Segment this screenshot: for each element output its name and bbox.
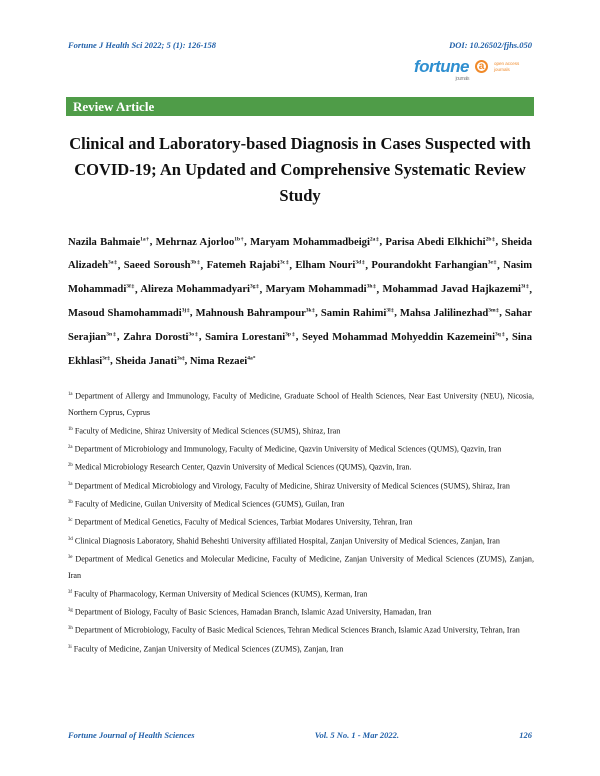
author (266, 284, 377, 295)
author-name: Alireza Mohammadyari (140, 284, 250, 296)
author-name: Samin Rahimi (320, 308, 387, 320)
author-affiliation-mark: 3c‡ (279, 259, 290, 266)
author (295, 260, 365, 271)
author-name: Maryam Mohammadi (265, 284, 367, 296)
author (68, 308, 190, 319)
author-affiliation-mark: 3r‡ (102, 355, 111, 362)
author (190, 356, 256, 367)
affiliation-text: Medical Microbiology Research Center, Qazvin University of Medical Sciences (QUMS), Qazvin, Iran. (74, 463, 412, 473)
author (207, 260, 290, 271)
affiliation-text: Department of Medical Genetics and Molecular Medicine, Faculty of Medicine, Zanjan University of Medical Sciences (ZUMS), Zanjan, Iran (68, 554, 534, 581)
author (205, 332, 296, 343)
author-affiliation-mark: 3j‡ (181, 307, 190, 314)
author-name: Seyed Mohammad Mohyeddin Kazemeini (302, 331, 496, 343)
doi: DOI: 10.26502/fjhs.050 (449, 40, 532, 50)
affiliation (68, 532, 534, 550)
author-affiliation-mark: 1b† (234, 236, 245, 242)
author-affiliation-mark: 3k‡ (305, 307, 316, 314)
author-name: Nima Rezaei (189, 355, 248, 367)
affiliation-text: Department of Medical Genetics, Faculty of Medical Sciences, Tarbiat Modares University, Tehran, Iran (74, 517, 413, 527)
section-label: Review Article (66, 97, 534, 116)
affiliation-mark: 1a (68, 392, 73, 397)
citation: Fortune J Health Sci 2022; 5 (1): 126-158 (68, 40, 217, 50)
author-affiliation-mark: 3m‡ (488, 307, 500, 314)
author-name: Sheida Alizadeh (68, 236, 533, 272)
affiliation-text: Department of Microbiology and Immunology, Faculty of Medicine, Qazvin University of Medical Sciences (QUMS), Qazvin, Iran (74, 444, 502, 454)
affiliation (68, 495, 534, 513)
author-affiliation-mark: 2a‡ (369, 236, 380, 242)
affiliation-mark: 3h (68, 626, 73, 632)
running-footer (68, 730, 532, 740)
author-affiliation-mark: 3g‡ (249, 283, 260, 290)
open-access-icon: a (475, 60, 488, 73)
affiliation-mark: 3a (68, 481, 73, 487)
author-affiliation-mark: 3s‡ (176, 355, 185, 362)
author (302, 332, 506, 343)
author (124, 260, 201, 271)
author-affiliation-mark: 2b‡ (485, 236, 496, 242)
author-name: Nazila Bahmaie (68, 236, 141, 248)
affiliation-text: Department of Medical Microbiology and Virology, Faculty of Medicine, Shiraz University of Medical Sciences (SUMS), Shiraz, Iran (74, 481, 510, 491)
author-name: Sheida Janati (115, 355, 177, 367)
author (383, 284, 530, 295)
author-affiliation-mark: 3b‡ (190, 259, 201, 266)
volume-info: Vol. 5 No. 1 - Mar 2022. (314, 730, 400, 740)
author-affiliation-mark: 4a* (247, 355, 256, 362)
affiliation (68, 477, 534, 495)
author-affiliation-mark: 3d‡ (355, 259, 366, 266)
affiliation-list (68, 387, 534, 658)
affiliation-text: Faculty of Medicine, Shiraz University of Medical Sciences (SUMS), Shiraz, Iran (74, 426, 341, 436)
affiliation (68, 422, 534, 440)
affiliation (68, 387, 534, 422)
affiliation (68, 550, 534, 585)
author-name: Mohammad Javad Hajkazemi (382, 284, 521, 296)
author-name: Maryam Mohammadbeigi (250, 236, 370, 248)
author-name: Pourandokht Farhangian (371, 260, 488, 272)
author-affiliation-mark: 3q‡ (495, 331, 506, 338)
affiliation-mark: 3c (68, 518, 73, 524)
affiliation-text: Faculty of Medicine, Guilan University of Medical Sciences (GUMS), Guilan, Iran (74, 499, 345, 509)
journal-name: Fortune Journal of Health Sciences (68, 730, 195, 740)
author (123, 332, 199, 343)
page-number: 126 (519, 730, 532, 740)
author-affiliation-mark: 3o‡ (188, 331, 199, 338)
author-name: Sahar Serajian (68, 308, 532, 343)
author (371, 260, 497, 271)
affiliation (68, 640, 534, 658)
author-name: Parisa Abedi Elkhichi (385, 236, 486, 248)
affiliation-text: Faculty of Pharmacology, Kerman University of Medical Sciences (KUMS), Kerman, Iran (74, 589, 368, 599)
author (156, 237, 244, 248)
author-affiliation-mark: 3l‡ (386, 307, 395, 314)
author (400, 308, 499, 319)
author (140, 284, 259, 295)
affiliation (68, 603, 534, 621)
fortune-logo: fortune journals (413, 57, 469, 82)
author-name: Sina Ekhlasi (68, 331, 532, 367)
author-list: Nazila Bahmaie$^{1a\dagger}$, Mehrnaz Ajorloo$^{1b\dagger}$, Maryam Mohammadbeigi$^{2a\ddagger}$, Parisa Abedi Elkhichi$^{2b\ddagger}$, Sheida Alizadeh$^{3a\ddagger}$, Saeed Soroush$^{3b\ddagger}$, Fatemeh Rajabi$^{3c\ddagger}$, Elham Nouri$^{3d\ddagger}$, Pourandokht Farhangian$^{3e\ddagger}$, Nasim Mohammadi$^{3f\ddagger}$, Alireza Mohammadyari$^{3g\ddagger}$, Maryam Mohammadi$^{3h\ddagger}$, Mohammad Javad Hajkazemi$^{3i\ddagger}$, Masoud Shamohammadi$^{3j\ddagger}$, Mahnoush Bahrampour$^{3k\ddagger}$, Samin Rahimi$^{3l\ddagger}$, Mahsa Jalilinezhad$^{3m\ddagger}$, Sahar Serajian$^{3n\ddagger}$, Zahra Dorosti$^{3o\ddagger}$, Samira Lorestani$^{3p\ddagger}$, Seyed Mohammad Mohyeddin Kazemeini$^{3q\ddagger}$, Sina Ekhlasi$^{3r\ddagger}$, Sheida Janati$^{3s\ddagger}$, Nima Rezaei$^{4a*}$ (68, 236, 533, 367)
author-name: Masoud Shamohammadi (68, 308, 182, 320)
author-name: Nasim Mohammadi (68, 260, 533, 296)
affiliation-text: Department of Biology, Faculty of Basic Sciences, Hamadan Branch, Islamic Azad University, Hamadan, Iran (74, 607, 432, 617)
affiliation-mark: 3d (68, 536, 73, 542)
affiliation (68, 458, 534, 476)
author (196, 308, 316, 319)
affiliation (68, 440, 534, 458)
running-header (68, 40, 532, 50)
author-name: Mehrnaz Ajorloo (155, 236, 235, 248)
affiliation-text: Department of Allergy and Immunology, Faculty of Medicine, Graduate School of Health Sciences, Near East University (NEU), Nicosia, Northern Cyprus, Cyprus (68, 391, 534, 418)
affiliation (68, 513, 534, 531)
author-affiliation-mark: 1a† (140, 236, 150, 242)
article-title: Clinical and Laboratory-based Diagnosis in Cases Suspected with COVID-19; An Updated and Comprehensive Systematic Review Study (69, 134, 531, 205)
author-affiliation-mark: 3f‡ (126, 283, 135, 290)
affiliation (68, 585, 534, 603)
affiliation-mark: 2b (68, 463, 73, 469)
affiliation-text: Faculty of Medicine, Zanjan University of Medical Sciences (ZUMS), Zanjan, Iran (73, 644, 344, 654)
author (250, 237, 379, 248)
author-affiliation-mark: 3e‡ (487, 259, 498, 266)
author (68, 237, 150, 248)
affiliation-text: Clinical Diagnosis Laboratory, Shahid Beheshti University affiliated Hospital, Zanjan University of Medical Sciences, Zanjan, Iran (74, 536, 500, 546)
author-name: Elham Nouri (295, 260, 356, 272)
author-name: Fatemeh Rajabi (206, 260, 280, 272)
publisher-logos (413, 57, 530, 82)
affiliation (68, 621, 534, 639)
affiliation-mark: 2a (68, 445, 73, 451)
open-access-text: open access journals (494, 61, 520, 72)
author (385, 237, 495, 248)
author-affiliation-mark: 3p‡ (285, 331, 296, 338)
affiliation-mark: 3e (68, 554, 73, 560)
affiliation-text: Department of Microbiology, Faculty of Basic Medical Sciences, Tehran Medical Sciences Branch, Islamic Azad University, Tehran, Iran (74, 625, 520, 635)
author-name: Mahnoush Bahrampour (195, 308, 306, 320)
author-affiliation-mark: 3h‡ (366, 283, 377, 290)
author-name: Saeed Soroush (123, 260, 191, 272)
author (115, 356, 184, 367)
author-affiliation-mark: 3a‡ (108, 259, 118, 266)
affiliation-mark: 3g (68, 608, 73, 613)
fortune-logo-sub: journals (455, 76, 469, 82)
author-affiliation-mark: 3i‡ (520, 283, 530, 290)
author-affiliation-mark: 3n‡ (106, 331, 117, 338)
affiliation-mark: 3i (68, 644, 72, 650)
affiliation-mark: 3f (68, 589, 72, 595)
affiliation-mark: 1b (68, 426, 73, 432)
affiliation-mark: 3b (68, 500, 73, 505)
author-name: Samira Lorestani (205, 331, 286, 343)
author-name: Mahsa Jalilinezhad (399, 308, 489, 320)
author-name: Zahra Dorosti (123, 331, 189, 343)
author (321, 308, 394, 319)
